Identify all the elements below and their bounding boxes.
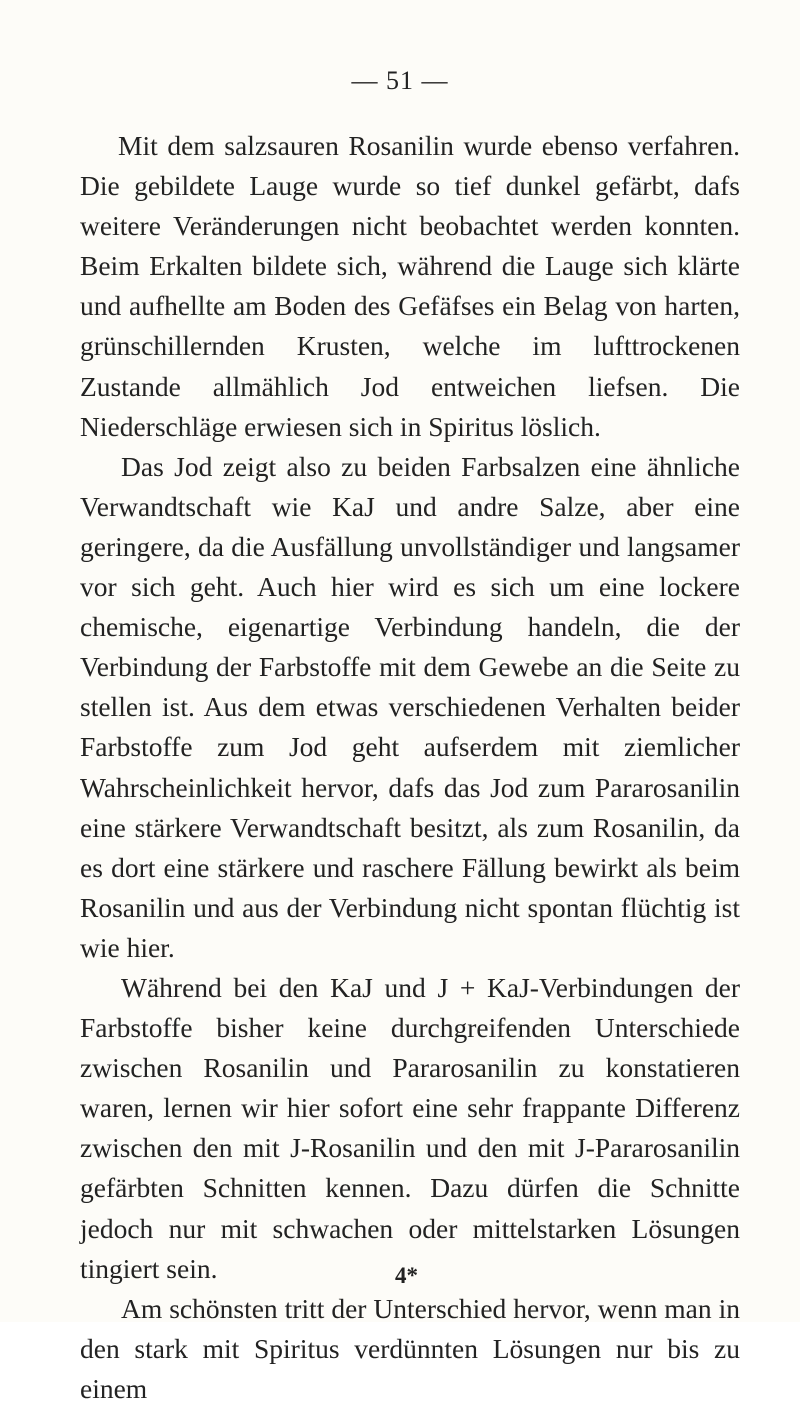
paragraph: Mit dem salzsauren Rosanilin wurde ebenso verfahren. Die gebildete Lauge wurde so tief dunkel gefärbt, dafs weitere Veränderungen nicht beobachtet werden konnten. Beim Erkalten bildete sich, während die Lauge sich klärte und aufhellte am Boden des Gefäfses ein Belag von harten, grünschillernden Krusten, welche im lufttrockenen Zustande allmählich Jod entweichen liefsen. Die Niederschläge erwiesen sich in Spiritus löslich. (80, 130, 740, 442)
signature-mark: 4* (395, 1263, 418, 1288)
body-text (80, 126, 740, 1409)
paragraph: Während bei den KaJ und J + KaJ-Verbindungen der Farbstoffe bisher keine durchgreifenden Unterschiede zwischen Rosanilin und Pararosanilin zu konstatieren waren, lernen wir hier sofort eine sehr frappante Differenz zwischen den mit J-Rosanilin und den mit J-Pararosanilin gefärbten Schnitten kennen. Dazu dürfen die Schnitte jedoch nur mit schwachen oder mittelstarken Lösungen tingiert sein. (80, 971, 740, 1284)
page-number: — 51 — (351, 66, 449, 95)
paragraph: Am schönsten tritt der Unterschied hervor, wenn man in den stark mit Spiritus verdünnten Lösungen nur bis zu einem (80, 1292, 740, 1404)
paragraph: Das Jod zeigt also zu beiden Farbsalzen eine ähnliche Verwandtschaft wie KaJ und andre Salze, aber eine geringere, da die Ausfällung unvollständiger und langsamer vor sich geht. Auch hier wird es sich um eine lockere chemische, eigenartige Verbindung handeln, die der Verbindung der Farbstoffe mit dem Gewebe an die Seite zu stellen ist. Aus dem etwas verschiedenen Verhalten beider Farbstoffe zum Jod geht aufserdem mit ziemlicher Wahrscheinlichkeit hervor, dafs das Jod zum Pararosanilin eine stärkere Verwandtschaft besitzt, als zum Rosanilin, da es dort eine stärkere und raschere Fällung bewirkt als beim Rosanilin und aus der Verbindung nicht spontan flüchtig ist wie hier. (80, 450, 740, 963)
